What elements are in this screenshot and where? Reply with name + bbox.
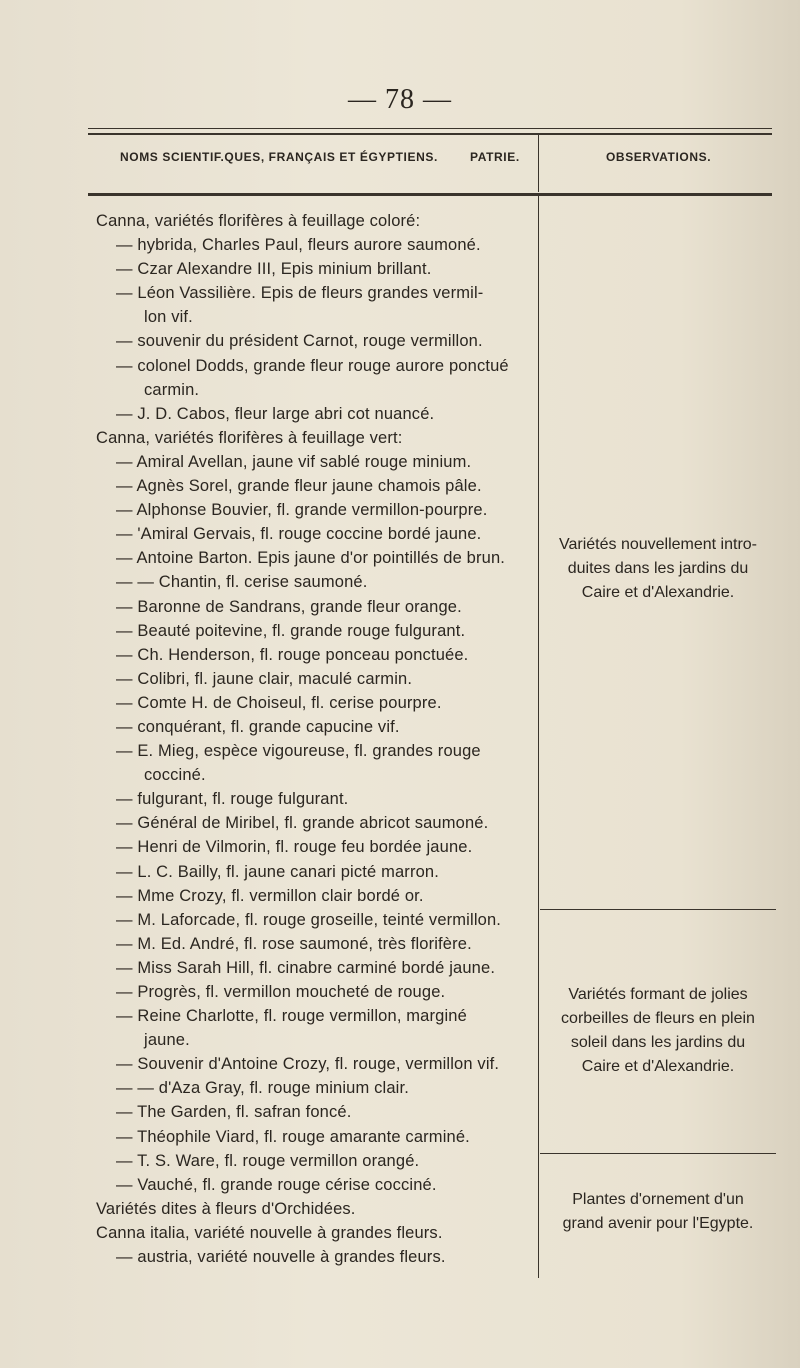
plant-entry-line: — Czar Alexandre III, Epis minium brillant. (116, 260, 432, 279)
observation-line: Caire et d'Alexandrie. (581, 584, 735, 601)
observation-note-3 (540, 1188, 776, 1236)
observation-line: Variétés nouvellement intro- (558, 536, 758, 553)
plant-entry-line: — Baronne de Sandrans, grande fleur orange. (116, 597, 462, 616)
plant-entry-line: — Théophile Viard, fl. rouge amarante carminé. (116, 1127, 470, 1146)
header-rule-bottom (88, 193, 772, 196)
plant-entry-line: — Général de Miribel, fl. grande abricot saumoné. (116, 814, 489, 833)
plant-entry-line: — E. Mieg, espèce vigoureuse, fl. grandes rouge (116, 742, 481, 761)
observation-line: grand avenir pour l'Egypte. (562, 1215, 754, 1232)
header-column-divider (538, 134, 539, 192)
observation-separator (540, 1153, 776, 1154)
plant-entry-line: carmin. (144, 380, 200, 399)
section-heading-line: Canna, variétés florifères à feuillage coloré: (96, 212, 421, 230)
plant-entry-line: — Ch. Henderson, fl. rouge ponceau ponctuée. (116, 645, 469, 664)
observation-line: Variétés formant de jolies (568, 986, 748, 1003)
column-header-names: NOMS SCIENTIF.QUES, FRANÇAIS ET ÉGYPTIENS. (120, 150, 438, 164)
plant-entry-line: — — Chantin, fl. cerise saumoné. (116, 573, 368, 592)
observation-line: Plantes d'ornement d'un (572, 1191, 744, 1208)
plant-entry-line: — Amiral Avellan, jaune vif sablé rouge minium. (116, 452, 472, 471)
plant-entry-line: — souvenir du président Carnot, rouge vermillon. (116, 332, 483, 351)
header-rule-top-double (88, 133, 772, 135)
plant-entry-line: — Vauché, fl. grande rouge cérise cocciné. (116, 1175, 437, 1194)
plant-entry-line: — hybrida, Charles Paul, fleurs aurore saumoné. (116, 236, 481, 255)
plant-entry-line: — T. S. Ware, fl. rouge vermillon orangé. (116, 1151, 420, 1170)
plant-entry-line: cocciné. (144, 766, 206, 785)
plant-list (96, 209, 536, 1269)
observation-note-2 (540, 983, 776, 1079)
plant-entry-line: — Reine Charlotte, fl. rouge vermillon, marginé (116, 1007, 467, 1026)
plant-entry-line: — Progrès, fl. vermillon moucheté de rouge. (116, 983, 446, 1001)
body-column-divider (538, 196, 539, 1278)
plant-entry-line: — L. C. Bailly, fl. jaune canari picté marron. (116, 862, 439, 881)
plant-entry-line: — Souvenir d'Antoine Crozy, fl. rouge, vermillon vif. (116, 1055, 500, 1074)
plant-entry-line: — conquérant, fl. grande capucine vif. (116, 717, 400, 736)
page-number: — 78 — (348, 84, 452, 115)
plant-entry-line: — Comte H. de Choiseul, fl. cerise pourpre. (116, 693, 442, 712)
column-header-observations: OBSERVATIONS. (606, 150, 712, 164)
observation-line: Caire et d'Alexandrie. (581, 1058, 735, 1075)
plant-entry-line: — Alphonse Bouvier, fl. grande vermillon-pourpre. (116, 501, 488, 520)
plant-entry-line: — Agnès Sorel, grande fleur jaune chamois pâle. (116, 477, 482, 496)
header-rule-top (88, 128, 772, 129)
plant-entry-line: — fulgurant, fl. rouge fulgurant. (116, 790, 349, 809)
plant-entry-line: lon vif. (144, 308, 193, 327)
observation-separator (540, 909, 776, 910)
column-header-patrie: PATRIE. (470, 150, 520, 164)
plant-entry-line: — austria, variété nouvelle à grandes fleurs. (116, 1248, 446, 1267)
plant-entry-line: — M. Ed. André, fl. rose saumoné, très florifère. (116, 934, 472, 953)
section-heading-line: Variétés dites à fleurs d'Orchidées. (96, 1199, 356, 1218)
plant-entry-line: — Henri de Vilmorin, fl. rouge feu bordée jaune. (116, 838, 473, 857)
plant-entry-line: — The Garden, fl. safran foncé. (116, 1103, 352, 1122)
observation-line: duites dans les jardins du (567, 560, 749, 577)
plant-entry-line: — 'Amiral Gervais, fl. rouge coccine bordé jaune. (116, 525, 482, 544)
plant-entry-line: — Antoine Barton. Epis jaune d'or pointillés de brun. (116, 549, 506, 568)
plant-entry-line: — M. Laforcade, fl. rouge groseille, teinté vermillon. (116, 910, 502, 929)
plant-entry-line: — Mme Crozy, fl. vermillon clair bordé or. (116, 886, 424, 905)
plant-entry-line: — Miss Sarah Hill, fl. cinabre carminé bordé jaune. (116, 958, 496, 977)
plant-entry-line: — Léon Vassilière. Epis de fleurs grandes vermil- (116, 284, 484, 303)
plant-entry-line: — Colibri, fl. jaune clair, maculé carmin. (116, 669, 413, 688)
plant-entry-line: — colonel Dodds, grande fleur rouge aurore ponctué (116, 356, 509, 375)
plant-entry-line: jaune. (144, 1031, 190, 1050)
observation-note-1 (540, 533, 776, 605)
plant-entry-line: — — d'Aza Gray, fl. rouge minium clair. (116, 1079, 409, 1098)
section-heading-line: Canna italia, variété nouvelle à grandes fleurs. (96, 1223, 443, 1242)
section-heading-line: Canna, variétés florifères à feuillage vert: (96, 428, 403, 447)
observation-line: corbeilles de fleurs en plein (561, 1010, 755, 1027)
plant-entry-line: — Beauté poitevine, fl. grande rouge fulgurant. (116, 621, 466, 640)
observation-line: soleil dans les jardins du (570, 1034, 746, 1051)
plant-entry-line: — J. D. Cabos, fleur large abri cot nuancé. (116, 404, 435, 423)
